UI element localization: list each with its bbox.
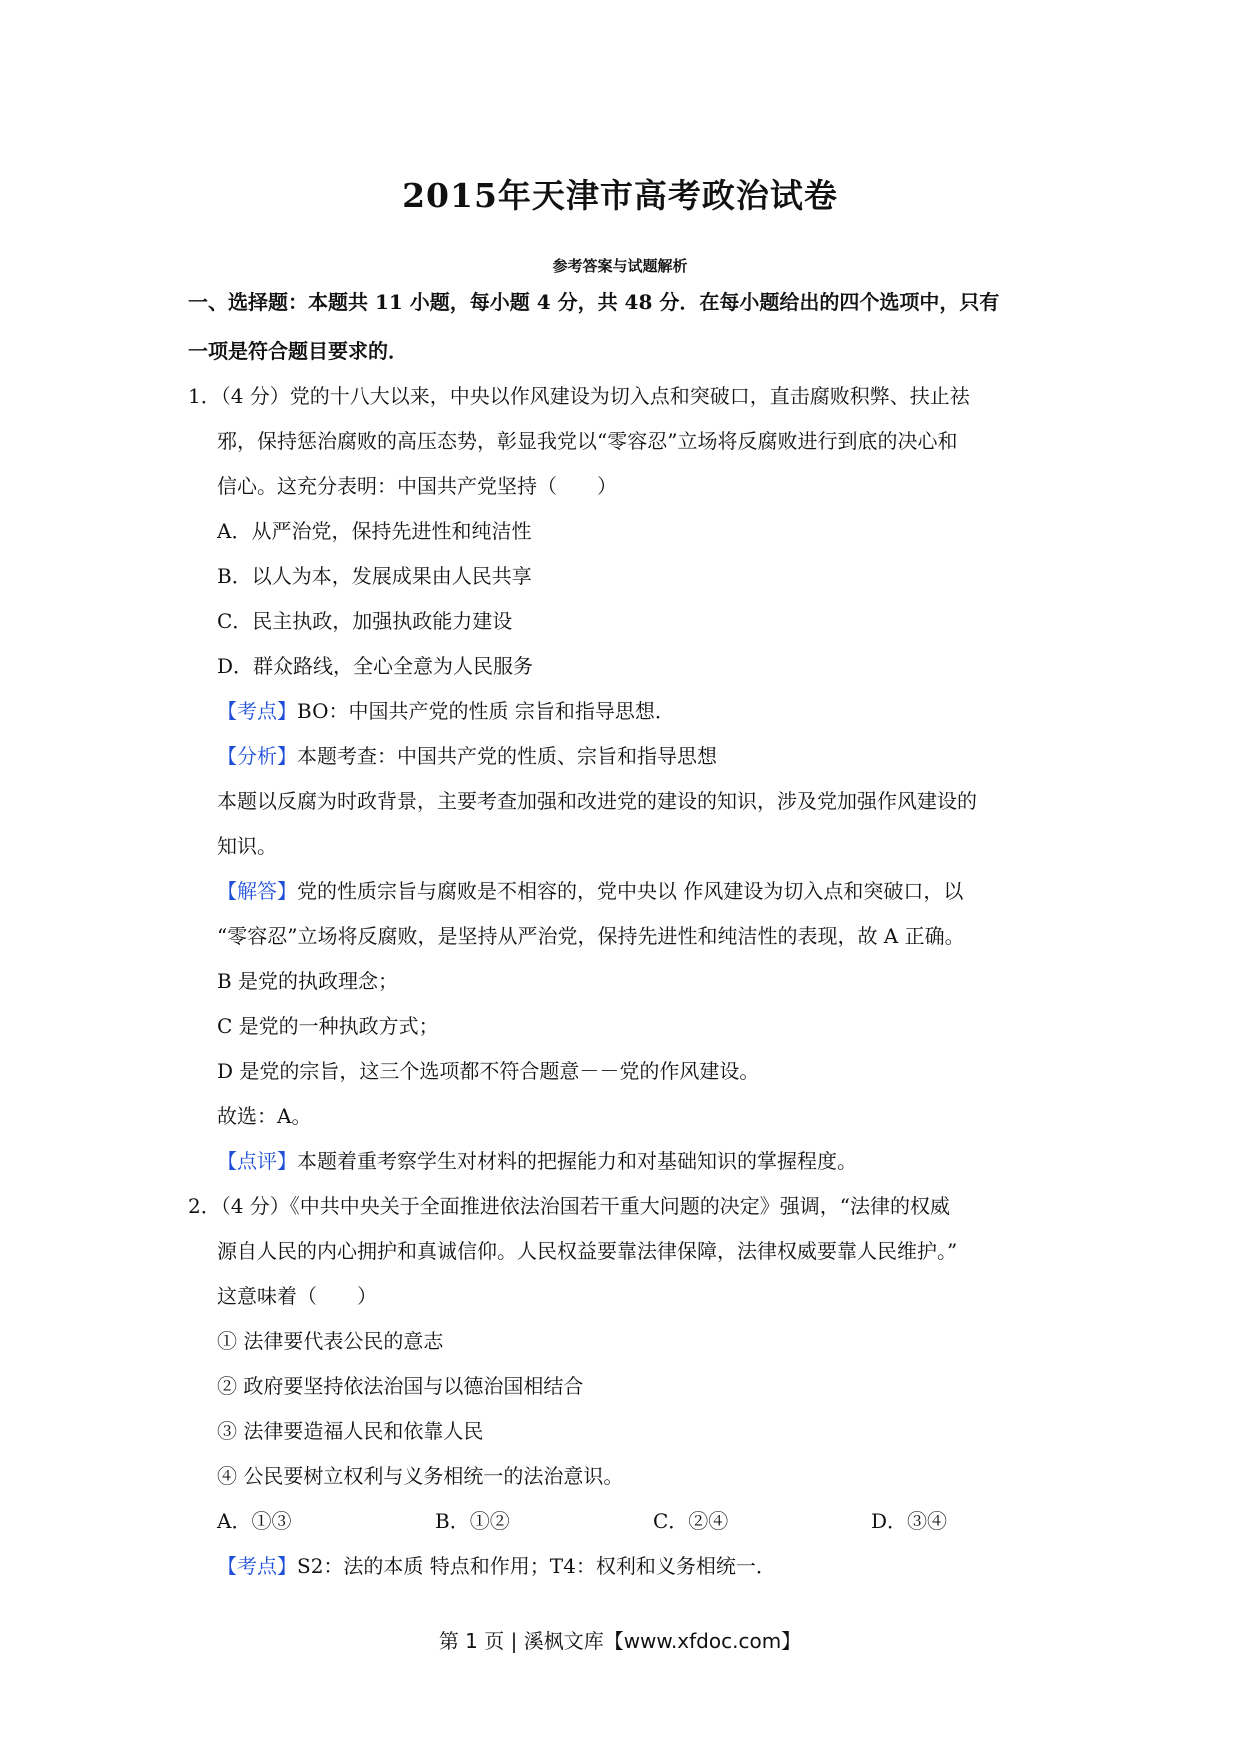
q1-fenxi-text: 本题考查：中国共产党的性质、宗旨和指导思想 — [297, 744, 717, 768]
q1-dianping-tag: 【点评】 — [217, 1149, 297, 1173]
q2-item-3: ③ 法律要造福人民和依靠人民 — [217, 1419, 484, 1443]
q1-jieda-line4: C 是党的一种执政方式； — [217, 1014, 439, 1038]
q1-fenxi — [217, 742, 717, 770]
q2-stem-line2: 源自人民的内心拥护和真诚信仰。人民权益要靠法律保障，法律权威要靠人民维护。” — [217, 1239, 958, 1263]
q1-option-a: A．从严治党，保持先进性和纯洁性 — [217, 519, 532, 543]
q1-dianping-text: 本题着重考察学生对材料的把握能力和对基础知识的掌握程度。 — [297, 1149, 857, 1173]
q1-fenxi-line2: 本题以反腐为时政背景，主要考查加强和改进党的建设的知识，涉及党加强作风建设的 — [217, 789, 977, 813]
q1-stem-line2: 邪，保持惩治腐败的高压态势，彰显我党以“零容忍”立场将反腐败进行到底的决心和 — [217, 429, 958, 453]
page-title: 2015年天津市高考政治试卷 — [402, 176, 838, 215]
q2-kaodian-tag: 【考点】 — [217, 1554, 297, 1578]
q2-kaodian-text: S2：法的本质 特点和作用；T4：权利和义务相统一． — [297, 1554, 776, 1578]
q2-kaodian — [217, 1552, 776, 1580]
q2-option-a: A．①③ — [217, 1509, 292, 1533]
q1-jieda — [217, 877, 963, 905]
section-heading-line1: 一、选择题：本题共 11 小题，每小题 4 分，共 48 分．在每小题给出的四个选项中，只有 — [188, 290, 1000, 314]
page-subtitle: 参考答案与试题解析 — [552, 257, 688, 275]
q1-fenxi-line3: 知识。 — [217, 834, 277, 858]
q2-item-1: ① 法律要代表公民的意志 — [217, 1329, 444, 1353]
q2-stem-line1: 2．（4 分）《中共中央关于全面推进依法治国若干重大问题的决定》强调，“法律的权威 — [188, 1194, 951, 1218]
q2-item-2: ② 政府要坚持依法治国与以德治国相结合 — [217, 1374, 584, 1398]
q2-option-b: B．①② — [435, 1509, 510, 1533]
q1-jieda-line6: 故选：A。 — [217, 1104, 312, 1128]
q1-jieda-line5: D 是党的宗旨，这三个选项都不符合题意－－党的作风建设。 — [217, 1059, 760, 1083]
q1-stem-line3: 信心。这充分表明：中国共产党坚持（ ） — [217, 474, 617, 498]
q1-jieda-text: 党的性质宗旨与腐败是不相容的，党中央以 作风建设为切入点和突破口，以 — [297, 879, 964, 903]
q1-kaodian-tag: 【考点】 — [217, 699, 297, 723]
q1-jieda-line2: “零容忍”立场将反腐败，是坚持从严治党，保持先进性和纯洁性的表现，故 A 正确。 — [217, 924, 965, 948]
q1-stem-line1: 1．（4 分）党的十八大以来，中央以作风建设为切入点和突破口，直击腐败积弊、扶止祛 — [188, 384, 970, 408]
q1-dianping — [217, 1147, 857, 1175]
q1-kaodian — [217, 697, 675, 725]
q1-jieda-tag: 【解答】 — [217, 879, 297, 903]
q1-option-c: C．民主执政，加强执政能力建设 — [217, 609, 513, 633]
q1-jieda-line3: B 是党的执政理念； — [217, 969, 399, 993]
q2-options-row — [217, 1507, 947, 1535]
q2-stem-line3: 这意味着（ ） — [217, 1284, 377, 1308]
q2-option-c: C．②④ — [653, 1509, 729, 1533]
q2-item-4: ④ 公民要树立权利与义务相统一的法治意识。 — [217, 1464, 624, 1488]
q1-option-b: B．以人为本，发展成果由人民共享 — [217, 564, 532, 588]
q1-fenxi-tag: 【分析】 — [217, 744, 297, 768]
q1-kaodian-text: BO：中国共产党的性质 宗旨和指导思想． — [297, 699, 675, 723]
page-footer: 第 1 页 | 溪枫文库【www.xfdoc.com】 — [438, 1629, 802, 1653]
section-heading-line2: 一项是符合题目要求的． — [188, 339, 408, 363]
q2-option-d: D．③④ — [871, 1509, 948, 1533]
q1-option-d: D．群众路线，全心全意为人民服务 — [217, 654, 534, 678]
